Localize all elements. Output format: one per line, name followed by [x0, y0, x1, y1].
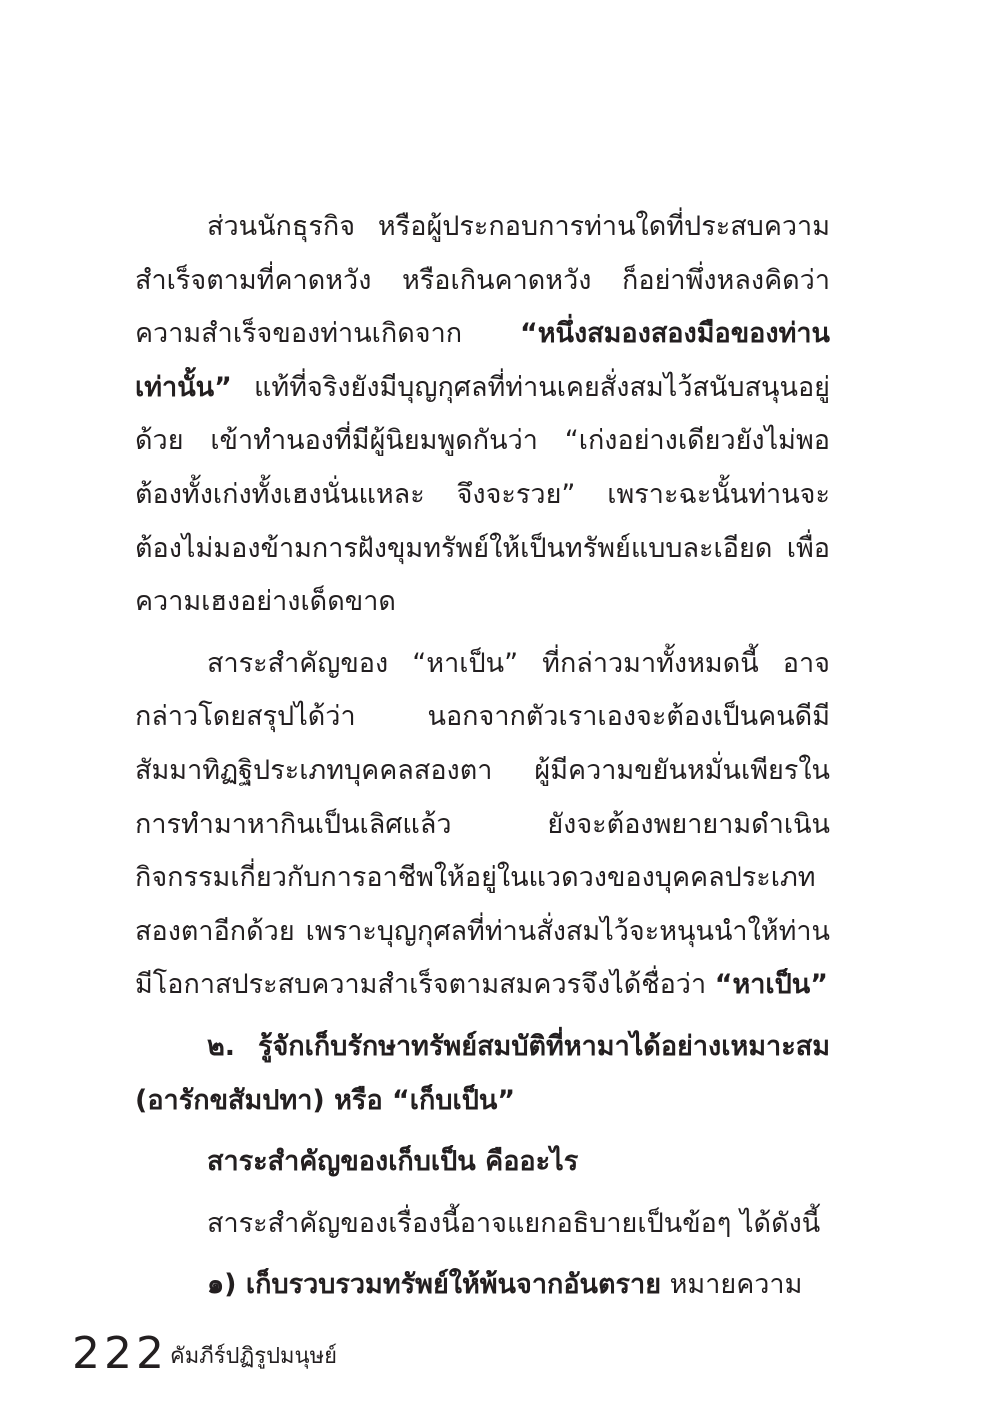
book-title: คัมภีร์ปฏิรูปมนุษย์ — [169, 1344, 337, 1369]
paragraph-2-bold-quote: “หาเป็น” — [714, 969, 828, 1001]
paragraph-1-bold-quote: “หนึ่งสมองสองมือของท่านเท่านั้น” — [135, 318, 830, 403]
paragraph-1-text-b: แท้ที่จริงยังมีบุญกุศลที่ท่านเคยสั่งสมไว้สนับสนุนอยู่ด้วย เข้าทำนองที่มีผู้นิยมพูดกันว่า “เก่งอย่างเดียวยังไม่พอ ต้องทั้งเก่งทั้งเฮงนั่นแหละ จึงจะรวย” เพราะฉะนั้นท่านจะต้องไม่มองข้ามการฝังขุมทรัพย์ให้เป็นทรัพย์แบบละเอียด เพื่อความเฮงอย่างเด็ดขาด — [135, 371, 830, 618]
paragraph-2-text: สาระสำคัญของ “หาเป็น” ที่กล่าวมาทั้งหมดนี้ อาจกล่าวโดยสรุปได้ว่า นอกจากตัวเราเองจะต้องเป็นคนดีมีสัมมาทิฏฐิประเภทบุคคลสองตา ผู้มีความขยันหมั่นเพียรในการทำมาหากินเป็นเลิศแล้ว ยังจะต้องพยายามดำเนินกิจกรรมเกี่ยวกับการอาชีพให้อยู่ในแวดวงของบุคคลประเภทสองตาอีกด้วย เพราะบุญกุศลที่ท่านสั่งสมไว้จะหนุนนำให้ท่าน มีโอกาสประสบความสำเร็จตามสมควรจึงได้ชื่อว่า — [135, 647, 830, 1001]
section-subheading: สาระสำคัญของเก็บเป็น คืออะไร — [207, 1146, 579, 1178]
list-item-1-text: หมายความ — [661, 1269, 803, 1301]
page-number: 222 — [72, 1328, 168, 1379]
list-item-1-title: ๑) เก็บรวบรวมทรัพย์ให้พ้นจากอันตราย — [207, 1269, 662, 1301]
paragraph-2 — [135, 637, 830, 1012]
paragraph-4 — [135, 1258, 830, 1312]
paragraph-3: สาระสำคัญของเรื่องนี้อาจแยกอธิบายเป็นข้อๆ ได้ดังนี้ — [207, 1207, 821, 1239]
paragraph-1 — [135, 200, 830, 629]
section-heading: ๒. รู้จักเก็บรักษาทรัพย์สมบัติที่หามาได้อย่างเหมาะสม (อารักขสัมปทา) หรือ “เก็บเป็น” — [135, 1030, 830, 1116]
paragraph-1-text-a: ส่วนนักธุรกิจ หรือผู้ประกอบการท่านใดที่ประสบความสำเร็จตามที่คาดหวัง หรือเกินคาดหวัง ก็อย่าพึ่งหลงคิดว่าความสำเร็จของท่านเกิดจาก — [135, 211, 830, 350]
body-text — [135, 200, 830, 1312]
page-footer — [72, 1318, 337, 1378]
